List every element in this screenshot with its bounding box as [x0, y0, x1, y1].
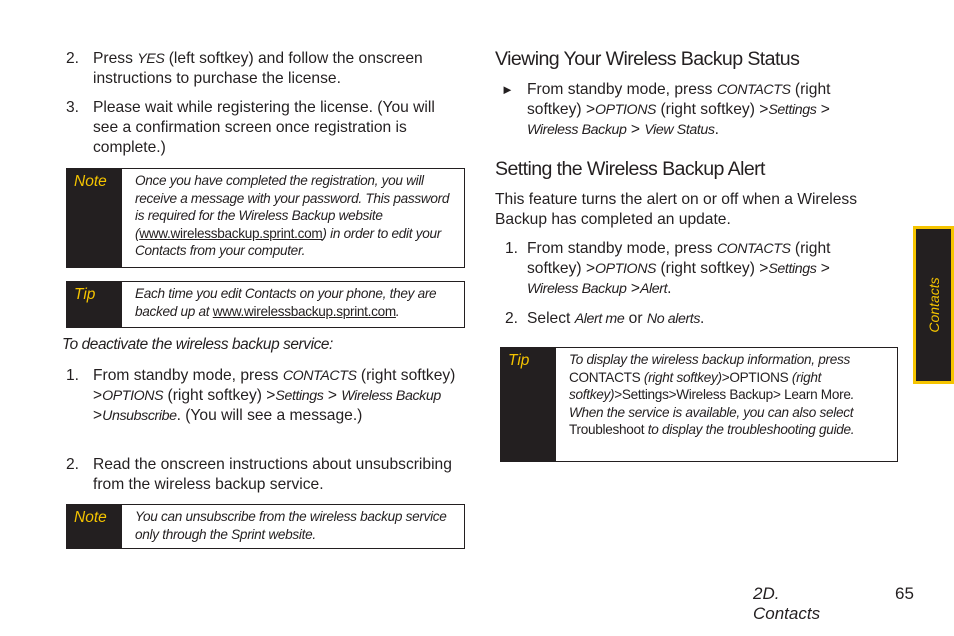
tip-text: To display the wireless backup information, press CONTACTS (right softkey)>OPTIONS (right softkey)>Settings>Wireless Backup> Learn More. When the service is available, you can also select Troubleshoot to display the troubleshooting guide.: [569, 352, 855, 438]
step-text: Press YES (left softkey) and follow the onscreen instructions to purchase the license.: [93, 50, 423, 87]
tip-label: Tip: [67, 282, 122, 327]
step-number: 2.: [66, 456, 80, 473]
website-link[interactable]: www.wirelessbackup.sprint.com: [139, 225, 323, 241]
tip-box-backup: [66, 281, 465, 328]
step-text: Select Alert me or No alerts.: [527, 310, 705, 327]
tip-text: Each time you edit Contacts on your phone, they are backed up at www.wirelessbackup.sprint.com.: [135, 286, 437, 319]
note-label: Note: [67, 505, 122, 548]
alert-intro: This feature turns the alert on or off when a Wireless Backup has completed an update.: [495, 191, 858, 228]
website-link[interactable]: www.wirelessbackup.sprint.com: [212, 303, 396, 319]
side-tab-label: Contacts: [925, 277, 942, 333]
status-heading: Viewing Your Wireless Backup Status: [495, 48, 800, 70]
step-text: Read the onscreen instructions about unsubscribing from the wireless backup service.: [93, 456, 452, 493]
note-text: Once you have completed the registration, you will receive a message with your password. This password is required for the Wireless Backup website (www.wirelessbackup.sprint.com) in order to edit your Contacts from your computer.: [135, 173, 450, 259]
step-number: 3.: [66, 99, 80, 116]
section-side-tab: [913, 226, 954, 384]
softkey-yes: YES: [137, 51, 165, 67]
deactivate-heading: To deactivate the wireless backup service:: [62, 336, 333, 353]
note-box-unsubscribe: [66, 504, 465, 549]
footer-section-name: 2D. Contacts: [753, 584, 821, 623]
page-number: 65: [895, 584, 914, 603]
step-number: 1.: [66, 367, 80, 384]
step-text: From standby mode, press CONTACTS (right softkey) >OPTIONS (right softkey) >Settings > Wireless Backup > View Status.: [527, 81, 831, 138]
step-text: Please wait while registering the license. (You will see a confirmation screen once registration is complete.): [93, 99, 435, 156]
step-text: From standby mode, press CONTACTS (right softkey) >OPTIONS (right softkey) >Settings > Wireless Backup >Alert.: [527, 240, 831, 297]
tip-label: Tip: [501, 348, 556, 461]
note-label: Note: [67, 169, 122, 267]
tip-box-display-info: [500, 347, 898, 462]
step-number: 1.: [505, 240, 519, 257]
step-number: 2.: [505, 310, 519, 327]
note-text: You can unsubscribe from the wireless backup service only through the Sprint website.: [135, 509, 447, 542]
bullet-arrow-icon: ►: [501, 82, 514, 97]
note-box-registration: [66, 168, 465, 268]
step-number: 2.: [66, 50, 80, 67]
alert-heading: Setting the Wireless Backup Alert: [495, 158, 765, 180]
step-text: From standby mode, press CONTACTS (right softkey) >OPTIONS (right softkey) >Settings > Wireless Backup >Unsubscribe. (You will see a message.): [93, 367, 456, 424]
